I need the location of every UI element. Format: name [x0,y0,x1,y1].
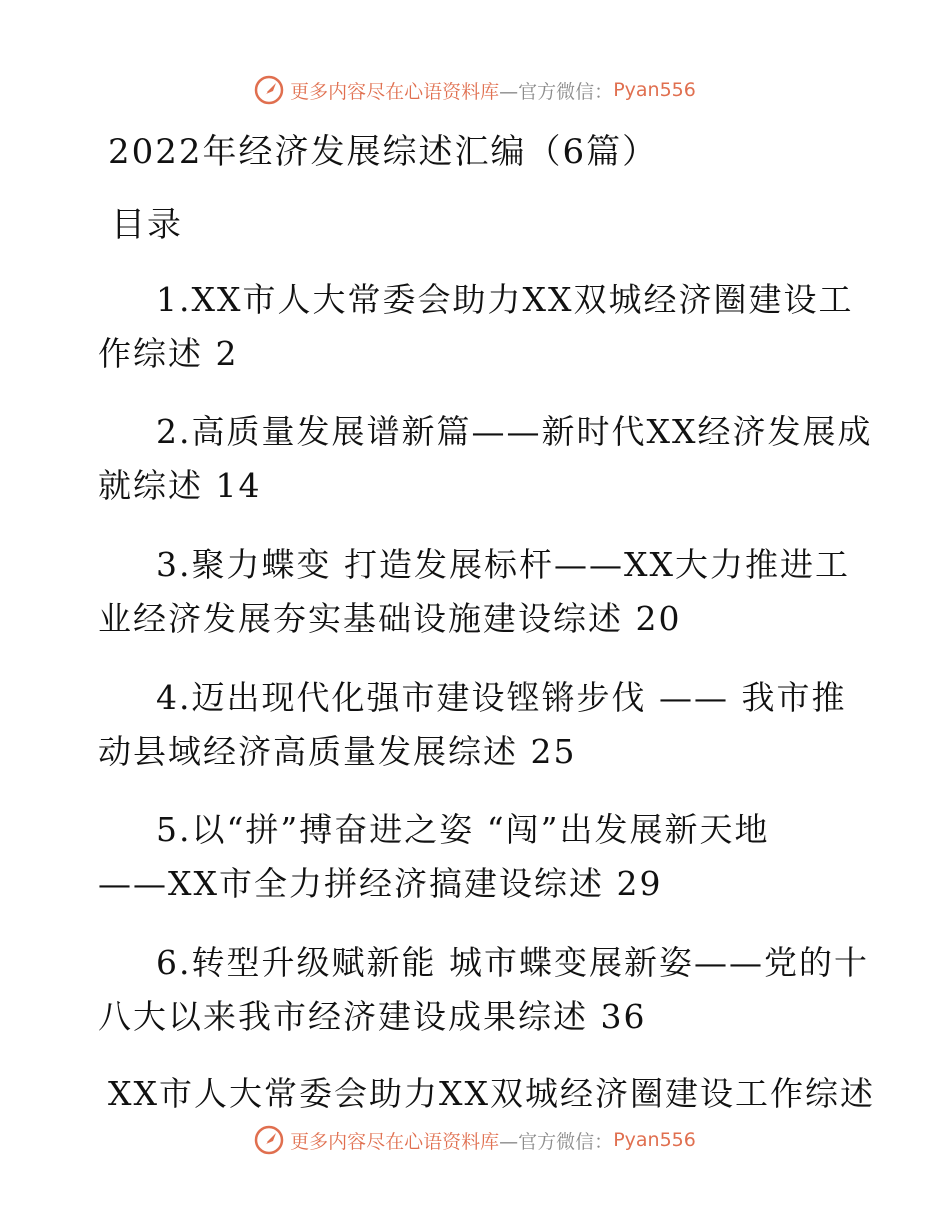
toc-entry-line: 6.转型升级赋新能 城市蝶变展新姿——党的十 [156,943,869,982]
section-heading: XX市人大常委会助力XX双城经济圈建设工作综述 [108,1074,875,1113]
banner-wechat-id: Pyan556 [613,79,696,101]
toc-entry-line: 4.迈出现代化强市建设铿锵步伐 —— 我市推 [156,678,847,717]
toc-entry-line: 3.聚力蝶变 打造发展标杆——XX大力推进工 [156,545,850,584]
banner-official-text: —官方微信： [499,80,614,103]
banner-site-text: 更多内容尽在心语资料库 [290,1130,500,1153]
toc-entry-line: 业经济发展夯实基础设施建设综述 20 [98,599,682,638]
toc-entry-line: 动县域经济高质量发展综述 25 [98,732,577,771]
feather-pen-seal-icon [254,1125,284,1155]
banner-wechat-id: Pyan556 [613,1129,696,1151]
document-title: 2022年经济发展综述汇编（6篇） [108,132,659,172]
toc-entry-line: 2.高质量发展谱新篇——新时代XX经济发展成 [156,412,873,451]
toc-entry-line: 就综述 14 [98,466,262,505]
header-banner [0,70,950,110]
footer-banner [0,1120,950,1160]
toc-entry-line: 作综述 2 [98,334,239,373]
banner-official-text: —官方微信： [499,1130,614,1153]
toc-entry-line: ——XX市全力拼经济搞建设综述 29 [98,864,663,903]
feather-pen-seal-icon [254,75,284,105]
toc-entry-line: 5.以“拼”搏奋进之姿 “闯”出发展新天地 [156,810,770,849]
toc-heading: 目录 [111,205,183,245]
banner-site-text: 更多内容尽在心语资料库 [290,80,500,103]
toc-entry-line: 1.XX市人大常委会助力XX双城经济圈建设工 [156,280,854,319]
toc-entry-line: 八大以来我市经济建设成果综述 36 [98,997,647,1036]
